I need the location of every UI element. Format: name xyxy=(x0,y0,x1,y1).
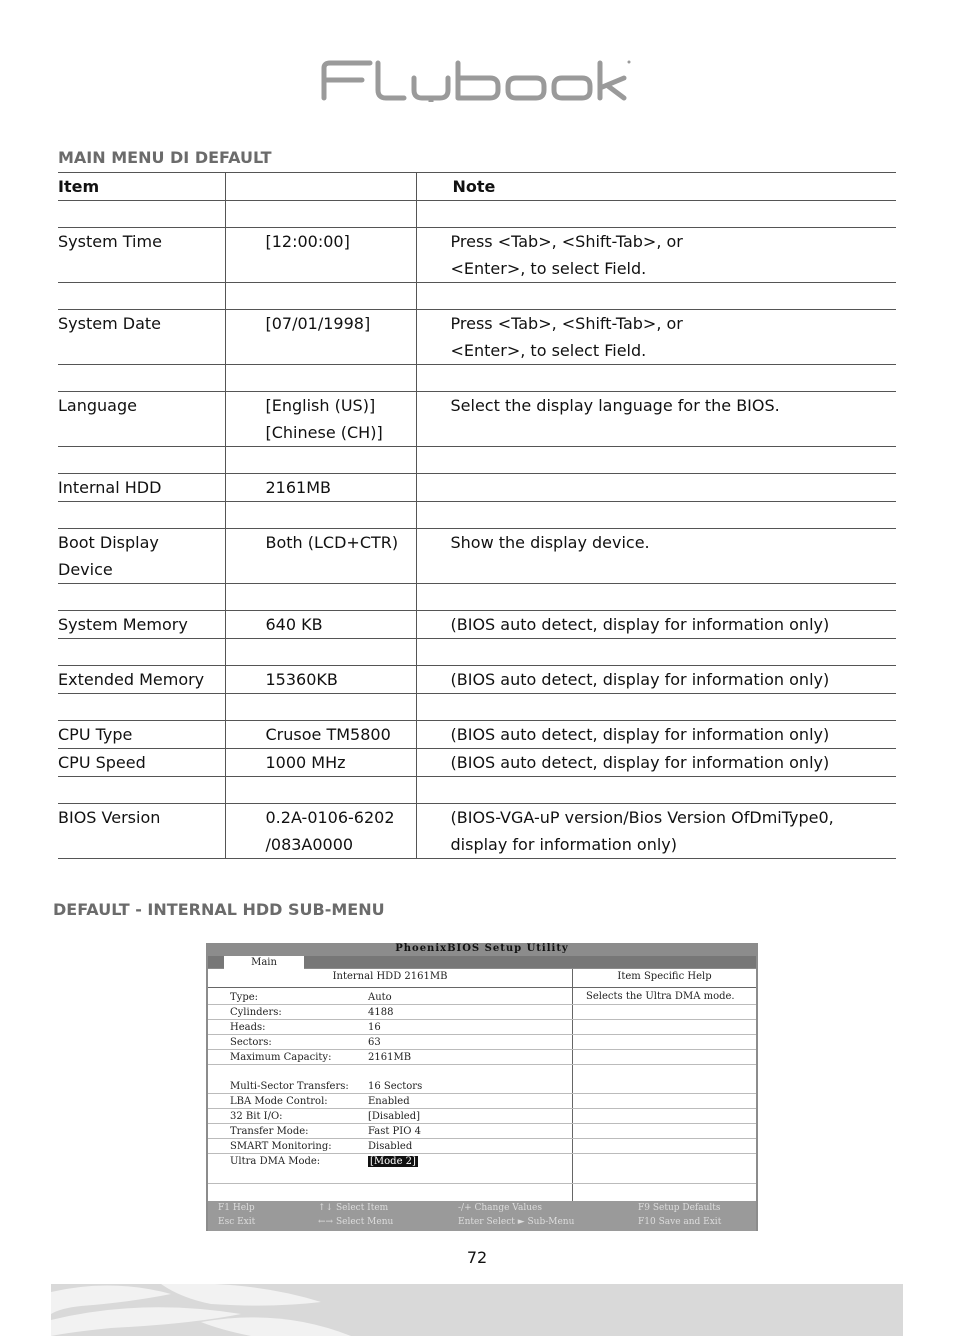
bios-footer-key: F9 xyxy=(638,1203,650,1213)
bios-row-line xyxy=(208,1034,756,1035)
bios-footer-hint xyxy=(458,1203,542,1213)
note-cell xyxy=(416,611,896,639)
bios-setting-value[interactable] xyxy=(368,1020,381,1035)
table-row xyxy=(58,721,896,749)
empty-cell xyxy=(416,447,896,474)
table-spacer-row xyxy=(58,201,896,228)
bios-row-line xyxy=(208,1019,756,1020)
item-cell-line: Language xyxy=(58,396,137,415)
empty-cell xyxy=(225,365,416,392)
note-cell-line: <Enter>, to select Field. xyxy=(450,259,647,278)
bios-footer-text: Help xyxy=(232,1203,255,1213)
note-cell-line: (BIOS auto detect, display for information only) xyxy=(450,615,830,634)
empty-cell xyxy=(416,201,896,228)
value-cell xyxy=(225,804,416,859)
bios-setting-label: SMART Monitoring: xyxy=(230,1141,332,1152)
item-cell-line: CPU Speed xyxy=(58,753,146,772)
note-cell-line: (BIOS-VGA-uP version/Bios Version OfDmiType0, xyxy=(450,808,834,827)
item-cell-line: CPU Type xyxy=(58,725,133,744)
note-cell xyxy=(416,721,896,749)
value-cell xyxy=(225,749,416,777)
bios-setting-value-text: Disabled xyxy=(368,1141,413,1152)
item-cell xyxy=(58,474,225,502)
bios-screenshot xyxy=(206,943,758,1231)
table-row xyxy=(58,804,896,859)
bios-setting-value-text: [Mode 2] xyxy=(370,1156,416,1167)
table-header-row xyxy=(58,173,896,201)
bios-help-text: Selects the Ultra DMA mode. xyxy=(586,991,735,1002)
bios-setting-value-text: Enabled xyxy=(368,1096,410,1107)
page-number: 72 xyxy=(466,1248,488,1267)
item-cell-line: System Time xyxy=(58,232,162,251)
note-cell-line: Press <Tab>, <Shift-Tab>, or xyxy=(450,314,683,333)
bios-footer-key: ←→ xyxy=(318,1217,334,1227)
bios-setting-value[interactable] xyxy=(368,1079,422,1094)
item-cell xyxy=(58,529,225,584)
item-cell xyxy=(58,310,225,365)
table-spacer-row xyxy=(58,694,896,721)
bios-setting-value-text: Auto xyxy=(368,992,392,1003)
bios-row-line xyxy=(208,1183,756,1184)
item-cell-line: System Date xyxy=(58,314,161,333)
note-cell xyxy=(416,474,896,502)
table-row xyxy=(58,666,896,694)
value-cell-line: 1000 MHz xyxy=(265,753,346,772)
note-cell xyxy=(416,804,896,859)
table-row xyxy=(58,749,896,777)
section-title-main-menu: MAIN MENU DI DEFAULT xyxy=(58,148,272,167)
bios-setting-label: 32 Bit I/O: xyxy=(230,1111,283,1122)
bios-setting-value[interactable] xyxy=(368,990,392,1005)
empty-cell xyxy=(58,584,225,611)
bios-header-divider xyxy=(208,987,756,988)
bios-footer-key: Enter xyxy=(458,1217,484,1227)
bios-setting-label: Heads: xyxy=(230,1022,266,1033)
empty-cell xyxy=(58,201,225,228)
value-cell xyxy=(225,666,416,694)
bios-footer-hint xyxy=(218,1217,255,1227)
bios-footer-hint xyxy=(318,1203,388,1213)
bios-setting-value[interactable] xyxy=(368,1050,411,1065)
empty-cell xyxy=(58,502,225,529)
item-cell-line: Extended Memory xyxy=(58,670,205,689)
value-cell-line: [07/01/1998] xyxy=(265,314,371,333)
table-spacer-row xyxy=(58,447,896,474)
bios-setting-value[interactable] xyxy=(368,1035,381,1050)
empty-cell xyxy=(416,694,896,721)
note-cell-line: (BIOS auto detect, display for information only) xyxy=(450,670,830,689)
bios-setting-value[interactable] xyxy=(368,1005,393,1020)
table-row xyxy=(58,474,896,502)
bios-setting-value[interactable] xyxy=(368,1139,412,1154)
table-spacer-row xyxy=(58,639,896,666)
footer-banner xyxy=(51,1284,903,1336)
value-cell-line: [English (US)] xyxy=(265,396,376,415)
empty-cell xyxy=(58,777,225,804)
value-cell xyxy=(225,228,416,283)
bios-row-line xyxy=(208,1004,756,1005)
bios-footer-key: -/+ xyxy=(458,1203,472,1213)
bios-panel-header: Internal HDD 2161MB xyxy=(332,971,448,982)
value-cell-line: Both (LCD+CTR) xyxy=(265,533,399,552)
bios-footer-text: Save and Exit xyxy=(658,1217,722,1227)
bios-footer-text: Change Values xyxy=(474,1203,542,1213)
value-cell-line: [12:00:00] xyxy=(265,232,350,251)
item-cell xyxy=(58,392,225,447)
empty-cell xyxy=(58,447,225,474)
item-cell xyxy=(58,666,225,694)
item-cell xyxy=(58,749,225,777)
empty-cell xyxy=(58,639,225,666)
bios-setting-value[interactable] xyxy=(368,1154,418,1169)
item-cell-line: Boot Display xyxy=(58,533,159,552)
bios-footer-hint xyxy=(638,1203,721,1213)
table-row xyxy=(58,529,896,584)
table-spacer-row xyxy=(58,502,896,529)
item-cell xyxy=(58,721,225,749)
value-cell xyxy=(225,474,416,502)
bios-help-header: Item Specific Help xyxy=(617,971,712,982)
empty-cell xyxy=(225,201,416,228)
table-spacer-row xyxy=(58,365,896,392)
bios-footer-text: Select ► Sub-Menu xyxy=(486,1217,575,1227)
value-cell xyxy=(225,611,416,639)
value-cell-line: 2161MB xyxy=(265,478,331,497)
bios-setting-value-text: Fast PIO 4 xyxy=(368,1126,421,1137)
bios-setting-label: Transfer Mode: xyxy=(230,1126,309,1137)
bios-footer-hint xyxy=(458,1217,574,1227)
empty-cell xyxy=(416,283,896,310)
empty-cell xyxy=(416,365,896,392)
bios-footer-hint xyxy=(218,1203,255,1213)
value-cell xyxy=(225,310,416,365)
empty-cell xyxy=(416,639,896,666)
note-cell xyxy=(416,749,896,777)
bios-setting-label: LBA Mode Control: xyxy=(230,1096,328,1107)
empty-cell xyxy=(225,447,416,474)
empty-cell xyxy=(58,365,225,392)
value-cell-line: [Chinese (CH)] xyxy=(265,423,383,442)
bios-setting-label: Ultra DMA Mode: xyxy=(230,1156,321,1167)
bios-tab-main[interactable]: Main xyxy=(224,956,304,970)
bios-title: PhoenixBIOS Setup Utility xyxy=(395,943,569,954)
note-cell xyxy=(416,228,896,283)
value-cell-line: 640 KB xyxy=(265,615,323,634)
bios-footer-key: ↑↓ xyxy=(318,1203,334,1213)
value-cell-line: /083A0000 xyxy=(265,835,354,854)
note-cell xyxy=(416,392,896,447)
bios-setting-value-text: [Disabled] xyxy=(368,1111,421,1122)
empty-cell xyxy=(225,584,416,611)
header-item: Item xyxy=(58,173,225,201)
bios-setting-label: Sectors: xyxy=(230,1037,272,1048)
bios-footer-key: F10 xyxy=(638,1217,656,1227)
empty-cell xyxy=(416,777,896,804)
item-cell xyxy=(58,228,225,283)
note-cell-line: (BIOS auto detect, display for information only) xyxy=(450,725,830,744)
empty-cell xyxy=(58,283,225,310)
item-cell xyxy=(58,804,225,859)
main-menu-table xyxy=(58,172,896,859)
bios-setting-value[interactable] xyxy=(368,1094,410,1109)
note-cell xyxy=(416,529,896,584)
bios-footer-hint xyxy=(318,1217,393,1227)
empty-cell xyxy=(225,283,416,310)
table-row xyxy=(58,310,896,365)
bios-setting-value-text: 4188 xyxy=(368,1007,394,1018)
item-cell xyxy=(58,611,225,639)
item-cell-line: BIOS Version xyxy=(58,808,161,827)
empty-cell xyxy=(225,639,416,666)
table-spacer-row xyxy=(58,283,896,310)
bios-setting-label: Multi-Sector Transfers: xyxy=(230,1081,349,1092)
bios-setting-label: Cylinders: xyxy=(230,1007,282,1018)
bios-footer xyxy=(208,1201,756,1231)
bios-setting-value-text: 63 xyxy=(368,1037,381,1048)
note-cell xyxy=(416,310,896,365)
empty-cell xyxy=(416,584,896,611)
note-cell-line: (BIOS auto detect, display for information only) xyxy=(450,753,830,772)
empty-cell xyxy=(225,694,416,721)
empty-cell xyxy=(225,502,416,529)
bios-footer-text: Setup Defaults xyxy=(652,1203,721,1213)
table-row xyxy=(58,228,896,283)
header-note: Note xyxy=(416,173,896,201)
item-cell-line: Internal HDD xyxy=(58,478,162,497)
bios-footer-text: Select Item xyxy=(335,1203,389,1213)
value-cell xyxy=(225,721,416,749)
item-cell-line: Device xyxy=(58,560,113,579)
note-cell xyxy=(416,666,896,694)
note-cell-line: Show the display device. xyxy=(450,533,650,552)
bios-footer-text: Select Menu xyxy=(335,1217,394,1227)
note-cell-line: Select the display language for the BIOS. xyxy=(450,396,780,415)
header-value xyxy=(225,173,416,201)
bios-footer-hint xyxy=(638,1217,721,1227)
table-row xyxy=(58,392,896,447)
section-title-hdd-submenu: DEFAULT - INTERNAL HDD SUB-MENU xyxy=(53,900,385,919)
value-cell-line: Crusoe TM5800 xyxy=(265,725,391,744)
bios-footer-key: Esc xyxy=(218,1217,235,1227)
table-spacer-row xyxy=(58,777,896,804)
value-cell xyxy=(225,392,416,447)
note-cell-line: display for information only) xyxy=(450,835,677,854)
bios-setting-value-text: 2161MB xyxy=(368,1052,412,1063)
item-cell-line: System Memory xyxy=(58,615,188,634)
bios-setting-label: Type: xyxy=(230,992,259,1003)
bios-setting-label: Maximum Capacity: xyxy=(230,1052,332,1063)
empty-cell xyxy=(225,777,416,804)
empty-cell xyxy=(416,502,896,529)
note-cell-line: Press <Tab>, <Shift-Tab>, or xyxy=(450,232,683,251)
empty-cell xyxy=(58,694,225,721)
value-cell-line: 15360KB xyxy=(265,670,338,689)
bios-setting-value-text: 16 xyxy=(368,1022,381,1033)
bios-setting-value-text: 16 Sectors xyxy=(368,1081,423,1092)
table-spacer-row xyxy=(58,584,896,611)
table-row xyxy=(58,611,896,639)
bios-setting-value[interactable] xyxy=(368,1109,420,1124)
flybook-logo xyxy=(318,58,634,102)
note-cell-line: <Enter>, to select Field. xyxy=(450,341,647,360)
bios-footer-text: Exit xyxy=(237,1217,256,1227)
value-cell xyxy=(225,529,416,584)
bios-setting-value[interactable] xyxy=(368,1124,421,1139)
value-cell-line: 0.2A-0106-6202 xyxy=(265,808,395,827)
bios-footer-key: F1 xyxy=(218,1203,230,1213)
